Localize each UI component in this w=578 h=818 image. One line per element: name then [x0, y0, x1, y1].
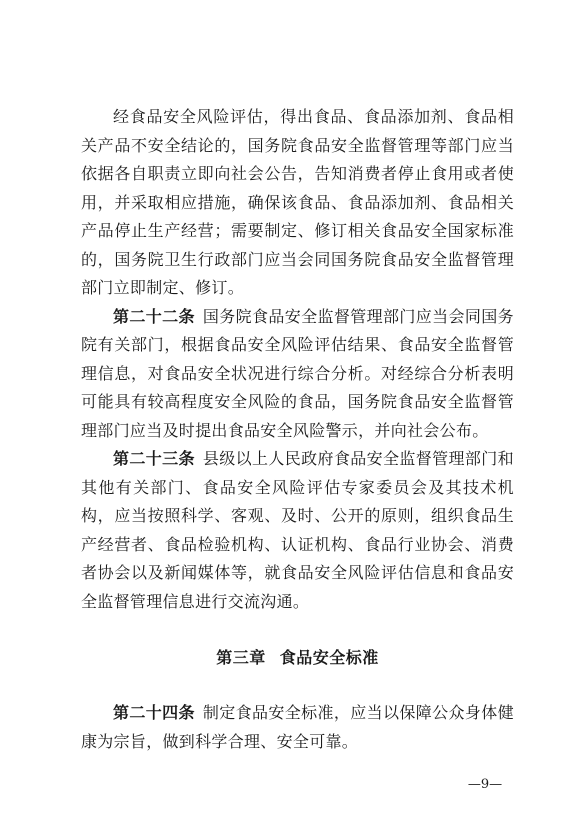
- article-23-text: 县级以上人民政府食品安全监督管理部门和其他有关部门、食品安全风险评估专家委员会及其技术机构，应当按照科学、客观、及时、公开的原则，组织食品生产经营者、食品检验机构、认证机构、食品行业协会、消费者协会以及新闻媒体等，就食品安全风险评估信息和食品安全监督管理信息进行交流沟通。: [81, 449, 514, 611]
- page-number: —9—: [467, 777, 503, 792]
- article-24: [81, 699, 514, 756]
- paragraph-continuation: 经食品安全风险评估，得出食品、食品添加剂、食品相关产品不安全结论的，国务院食品安全监督管理等部门应当依据各自职责立即向社会公告，告知消费者停止食用或者使用，并采取相应措施，确保该食品、食品添加剂、食品相关产品停止生产经营；需要制定、修订相关食品安全国家标准的，国务院卫生行政部门应当会同国务院食品安全监督管理部门立即制定、修订。: [81, 107, 514, 297]
- article-23-number: 第二十三条: [113, 449, 195, 468]
- article-24-number: 第二十四条: [113, 703, 195, 722]
- article-22: [81, 303, 514, 446]
- chapter-title: 食品安全标准: [279, 648, 379, 667]
- document-body: [81, 103, 514, 756]
- chapter-number: 第三章: [216, 648, 266, 667]
- chapter-heading: [81, 644, 514, 672]
- article-24-text: 制定食品安全标准，应当以保障公众身体健康为宗旨，做到科学合理、安全可靠。: [81, 703, 514, 751]
- article-22-number: 第二十二条: [113, 306, 195, 326]
- article-23: [81, 445, 514, 616]
- article-22-text: 国务院食品安全监督管理部门应当会同国务院有关部门，根据食品安全风险评估结果、食品安全监督管理信息，对食品安全状况进行综合分析。对经综合分析表明可能具有较高程度安全风险的食品，国务院食品安全监督管理部门应当及时提出食品安全风险警示，并向社会公布。: [81, 306, 514, 440]
